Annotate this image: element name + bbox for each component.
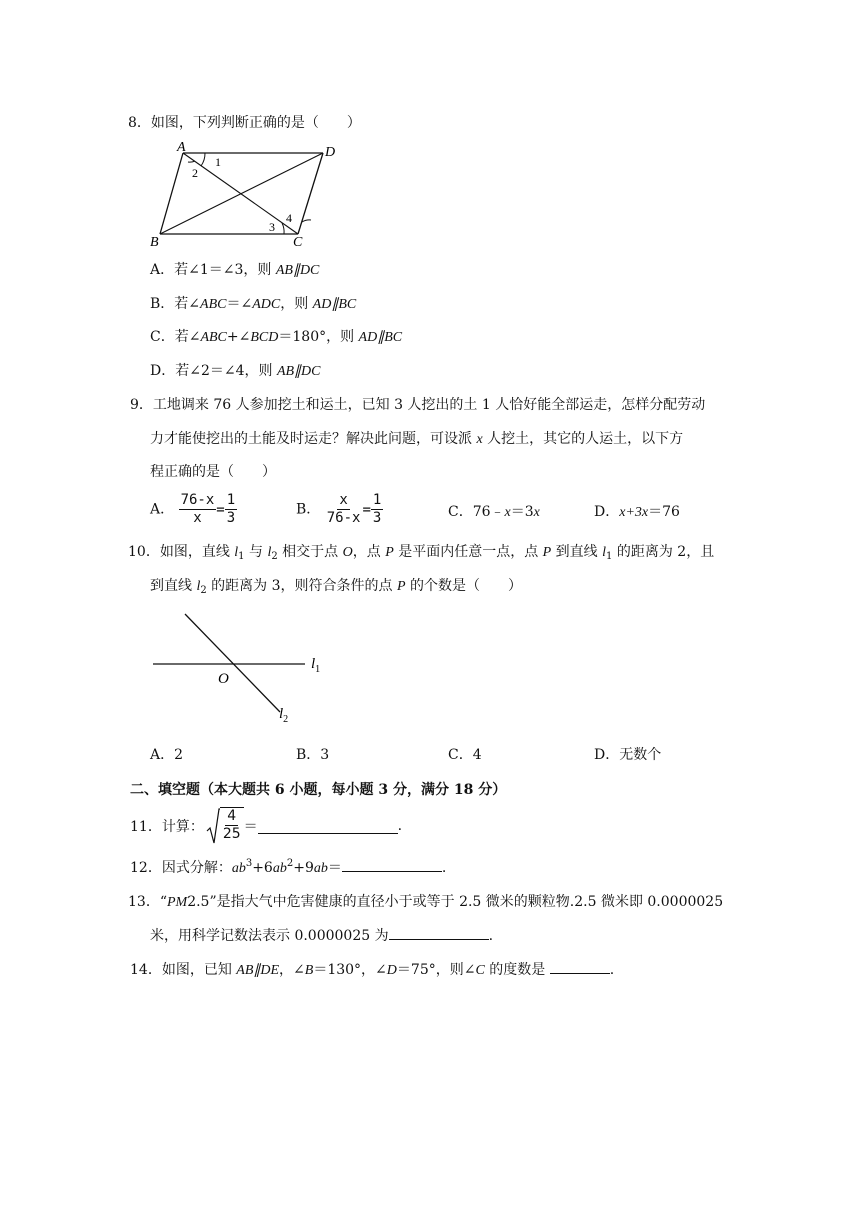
q10-line1: 10．如图，直线 $l_1$ 与 $l_2$ 相交于点 O，点 P 是平面内任意一点，点 P 到直线 $l_1$ 的距离为 2，且	[128, 544, 715, 562]
q9-option-a: A． $\frac{76-x}{x}$ = $\frac{1}{3}$	[150, 492, 236, 526]
q13-line1: 13．“PM2.5”是指大气中危害健康的直径小于或等于 2.5 微米的颗粒物.2.5 微米即 0.0000025	[128, 894, 724, 910]
q8-parallelogram-figure	[145, 136, 345, 248]
q10-label-l2: $l_2$	[279, 706, 289, 725]
q8-label-d: D	[325, 145, 336, 160]
q9-option-c: C．76﹣x＝3x	[448, 504, 540, 520]
q8-option-c: C．若∠ABC+∠BCD＝180°，则 AD∥BC	[150, 329, 403, 345]
q9-option-b: B． $\frac{x}{76-x}$ = $\frac{1}{3}$	[296, 492, 382, 526]
q8-label-c: C	[293, 235, 303, 248]
q14: 14．如图，已知 AB∥DE，∠B＝130°，∠D＝75°，则∠C 的度数是 .	[130, 959, 614, 979]
q9-option-d: D．x+3x＝76	[594, 504, 680, 520]
radical-sign-icon	[206, 807, 220, 845]
q9-line2: 力才能使挖出的土能及时运走？解决此问题，可设派 x 人挖土，其它的人运土，以下方	[150, 431, 684, 447]
q11: 11．计算： 4 25 ＝ .	[130, 806, 402, 846]
q11-answer-blank[interactable]	[258, 819, 398, 834]
q8-label-a: A	[177, 140, 186, 155]
q8-option-b: B．若∠ABC＝∠ADC，则 AD∥BC	[150, 296, 357, 312]
q8-option-a: A．若∠1＝∠3，则 AB∥DC	[150, 262, 320, 278]
q8-label-b: B	[150, 235, 159, 248]
q8-stem: 8．如图，下列判断正确的是（ ）	[128, 115, 361, 131]
q10-label-l1: $l_1$	[311, 656, 321, 675]
q10-option-d: D．无数个	[594, 747, 662, 763]
q8-angle-1: 1	[215, 155, 221, 169]
q9-line3: 程正确的是（ ）	[150, 464, 276, 480]
q10-intersecting-lines-figure	[145, 608, 345, 728]
q8-angle-3: 3	[269, 220, 275, 234]
q10-option-b: B．3	[296, 747, 330, 763]
q12-answer-blank[interactable]	[342, 857, 442, 872]
q9-line1: 9．工地调来 76 人参加挖土和运土，已知 3 人挖出的土 1 人恰好能全部运走，怎样分配劳动	[130, 397, 706, 413]
q10-option-c: C．4	[448, 747, 482, 763]
q13-line2: 米，用科学记数法表示 0.0000025 为 .	[150, 925, 493, 945]
section2-heading: 二、填空题（本大题共 6 小题，每小题 3 分，满分 18 分）	[130, 782, 507, 798]
q8-option-d: D．若∠2＝∠4，则 AB∥DC	[150, 363, 321, 379]
q14-answer-blank[interactable]	[550, 959, 610, 974]
q12: 12．因式分解：$ab^3+6ab^2+9ab=$ .	[130, 858, 447, 876]
q10-label-o: O	[218, 671, 229, 687]
q10-line2: 到直线 $l_2$ 的距离为 3，则符合条件的点 P 的个数是（ ）	[150, 578, 522, 596]
q13-answer-blank[interactable]	[389, 925, 489, 940]
q8-angle-4: 4	[286, 211, 292, 225]
q8-angle-2: 2	[192, 166, 198, 180]
q10-option-a: A．2	[150, 747, 184, 763]
